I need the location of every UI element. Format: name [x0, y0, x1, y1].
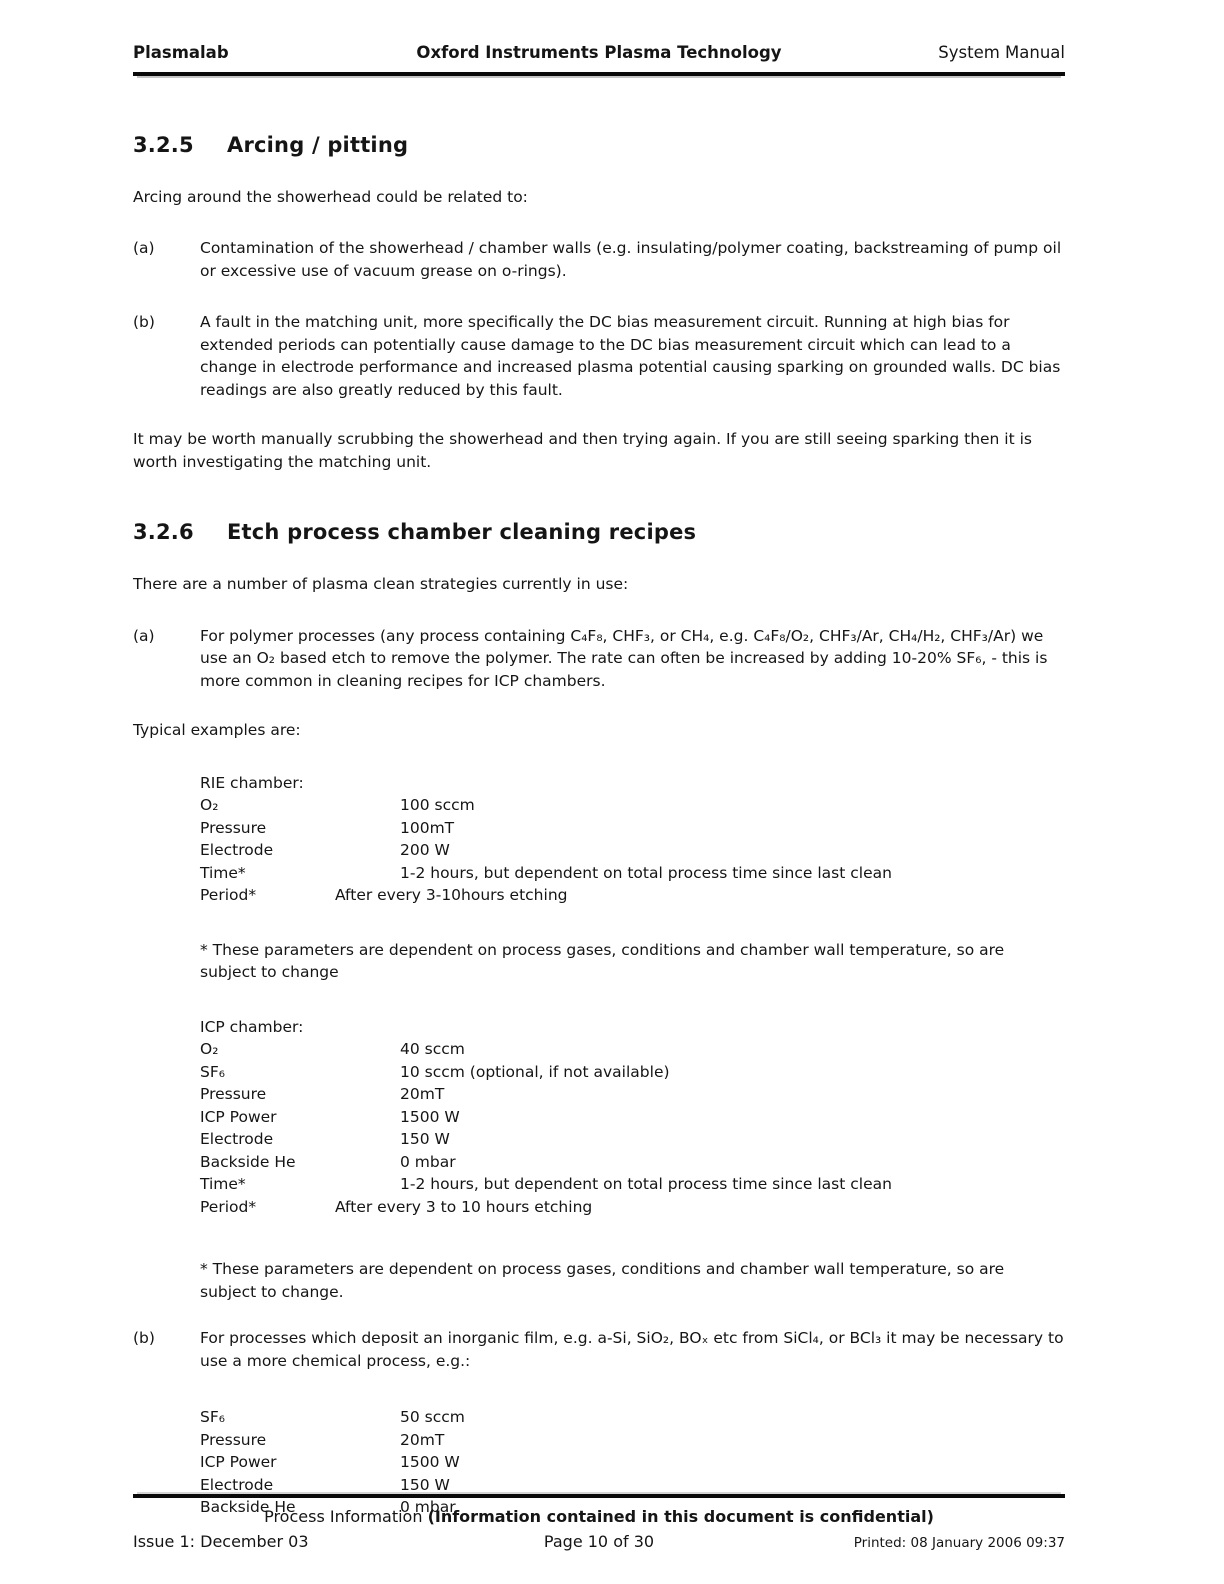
section-title: Arcing / pitting	[227, 132, 409, 157]
table-title: RIE chamber:	[200, 773, 304, 792]
row-label: Backside He	[200, 1152, 296, 1171]
row-value: 1-2 hours, but dependent on total process time since last clean	[400, 863, 892, 882]
row-value: 10 sccm (optional, if not available)	[400, 1062, 670, 1081]
row-label: SF₆	[200, 1408, 225, 1426]
table-row	[200, 1173, 1065, 1196]
row-label: O₂	[200, 796, 219, 814]
header-company-title: Oxford Instruments Plasma Technology	[416, 43, 782, 62]
row-label: ICP Power	[200, 1107, 277, 1126]
table-row	[200, 794, 1065, 817]
rie-recipe-table	[200, 772, 1065, 907]
list-item-b	[133, 311, 1065, 401]
section-number: 3.2.6	[133, 520, 194, 544]
footer-meta-line	[133, 1531, 1065, 1555]
page-header	[133, 42, 1065, 76]
list-marker: (b)	[133, 313, 155, 331]
table-row	[200, 1128, 1065, 1151]
footer-process-info-label: Process Information	[264, 1506, 428, 1526]
row-value: 150 W	[400, 1475, 450, 1494]
table-row	[200, 1451, 1065, 1474]
row-label: ICP Power	[200, 1453, 277, 1471]
list-item-a-polymer	[133, 625, 1065, 693]
row-label: Pressure	[200, 818, 267, 837]
list-item-b-inorganic	[133, 1327, 1065, 1372]
paragraph-arcing-outro: It may be worth manually scrubbing the showerhead and then trying again. If you are still seeing sparking then it is worth investigating the matching unit.	[133, 430, 1032, 471]
paragraph-typical-examples: Typical examples are:	[133, 721, 301, 739]
list-marker: (a)	[133, 626, 155, 645]
list-item-text: A fault in the matching unit, more specifically the DC bias measurement circuit. Running at high bias for extended periods can potentially cause damage to the DC bias measurement circuit which can lead to a change in electrode performance and increased plasma potential causing sparking on grounded walls. DC bias readings are also greatly reduced by this fault.	[200, 313, 1061, 399]
row-value: 100 sccm	[400, 796, 475, 814]
table-row	[200, 817, 1065, 840]
row-value: 200 W	[400, 841, 450, 859]
footnote-parameters-1: * These parameters are dependent on process gases, conditions and chamber wall temperature, so are subject to change	[200, 940, 1005, 981]
footer-rule	[133, 1494, 1065, 1555]
list-item-text: For polymer processes (any process containing C₄F₈, CHF₃, or CH₄, e.g. C₄F₈/O₂, CHF₃/Ar, CH₄/H₂, CHF₃/Ar) we use an O₂ based etch to remove the polymer. The rate can often be increased by adding 10-20% SF₆, - this is more common in cleaning recipes for ICP chambers.	[200, 626, 1048, 690]
table-row	[200, 1038, 1065, 1061]
list-item-text: Contamination of the showerhead / chamber walls (e.g. insulating/polymer coating, backstreaming of pump oil or excessive use of vacuum grease on o-rings).	[200, 239, 1062, 280]
table-row	[200, 1151, 1065, 1174]
row-value: 100mT	[400, 818, 455, 837]
row-label: O₂	[200, 1040, 219, 1058]
row-value: 20mT	[400, 1085, 445, 1103]
row-value: 1500 W	[400, 1453, 460, 1471]
table-row	[200, 862, 1065, 885]
footer-confidentiality-line	[133, 1506, 1065, 1528]
row-label: Time*	[200, 863, 246, 882]
row-label: Electrode	[200, 1130, 274, 1148]
row-label: Backside He	[200, 1498, 296, 1516]
row-value: After every 3-10hours etching	[335, 886, 568, 904]
list-marker: (a)	[133, 239, 155, 257]
icp-recipe-table	[200, 1016, 1065, 1219]
table-title-row	[200, 772, 1065, 795]
table-row	[200, 1196, 1065, 1219]
table-row	[200, 884, 1065, 907]
table-title: ICP chamber:	[200, 1017, 304, 1036]
footer-page-number: Page 10 of 30	[543, 1531, 655, 1551]
row-value: After every 3 to 10 hours etching	[335, 1197, 593, 1216]
row-label: Period*	[200, 1197, 257, 1216]
footnote-parameters-2: * These parameters are dependent on process gases, conditions and chamber wall temperature, so are subject to change.	[200, 1260, 1005, 1301]
row-value: 150 W	[400, 1130, 450, 1148]
table-row	[200, 1106, 1065, 1129]
list-item-text: For processes which deposit an inorganic film, e.g. a-Si, SiO₂, BOₓ etc from SiCl₄, or BCl₃ it may be necessary to use a more chemical process, e.g.:	[200, 1329, 1064, 1370]
footer-printed-date: Printed: 08 January 2006 09:37	[853, 1534, 1065, 1551]
table-row	[200, 1406, 1065, 1429]
table-row	[200, 1429, 1065, 1452]
page-footer	[133, 1494, 1065, 1555]
row-label: Period*	[200, 886, 257, 904]
section-number: 3.2.5	[133, 132, 194, 157]
row-label: Pressure	[200, 1085, 267, 1103]
row-label: Electrode	[200, 841, 274, 859]
table-row	[200, 1083, 1065, 1106]
row-label: Electrode	[200, 1475, 274, 1494]
header-product-title: Plasmalab	[133, 43, 229, 62]
header-document-title: System Manual	[938, 43, 1065, 62]
row-value: 50 sccm	[400, 1408, 465, 1426]
section-heading-325	[133, 132, 1065, 159]
list-marker: (b)	[133, 1329, 155, 1347]
section-heading-326	[133, 519, 1065, 546]
table-row	[200, 1061, 1065, 1084]
table-row	[200, 839, 1065, 862]
footer-confidential-notice: (Information contained in this document is confidential)	[427, 1506, 934, 1526]
section-title: Etch process chamber cleaning recipes	[227, 520, 697, 544]
row-label: Pressure	[200, 1430, 267, 1449]
row-label: Time*	[200, 1175, 246, 1193]
row-value: 1500 W	[400, 1107, 460, 1126]
row-value: 0 mbar	[400, 1152, 456, 1171]
list-item-a	[133, 237, 1065, 282]
row-label: SF₆	[200, 1062, 225, 1081]
row-value: 1-2 hours, but dependent on total process time since last clean	[400, 1175, 892, 1193]
row-value: 20mT	[400, 1430, 445, 1449]
row-value: 0 mbar	[400, 1498, 456, 1516]
row-value: 40 sccm	[400, 1040, 465, 1058]
paragraph-strategies-intro: There are a number of plasma clean strategies currently in use:	[133, 575, 629, 593]
paragraph-arcing-intro: Arcing around the showerhead could be related to:	[133, 187, 528, 206]
table-title-row	[200, 1016, 1065, 1039]
footer-issue-label: Issue 1: December 03	[133, 1531, 309, 1551]
